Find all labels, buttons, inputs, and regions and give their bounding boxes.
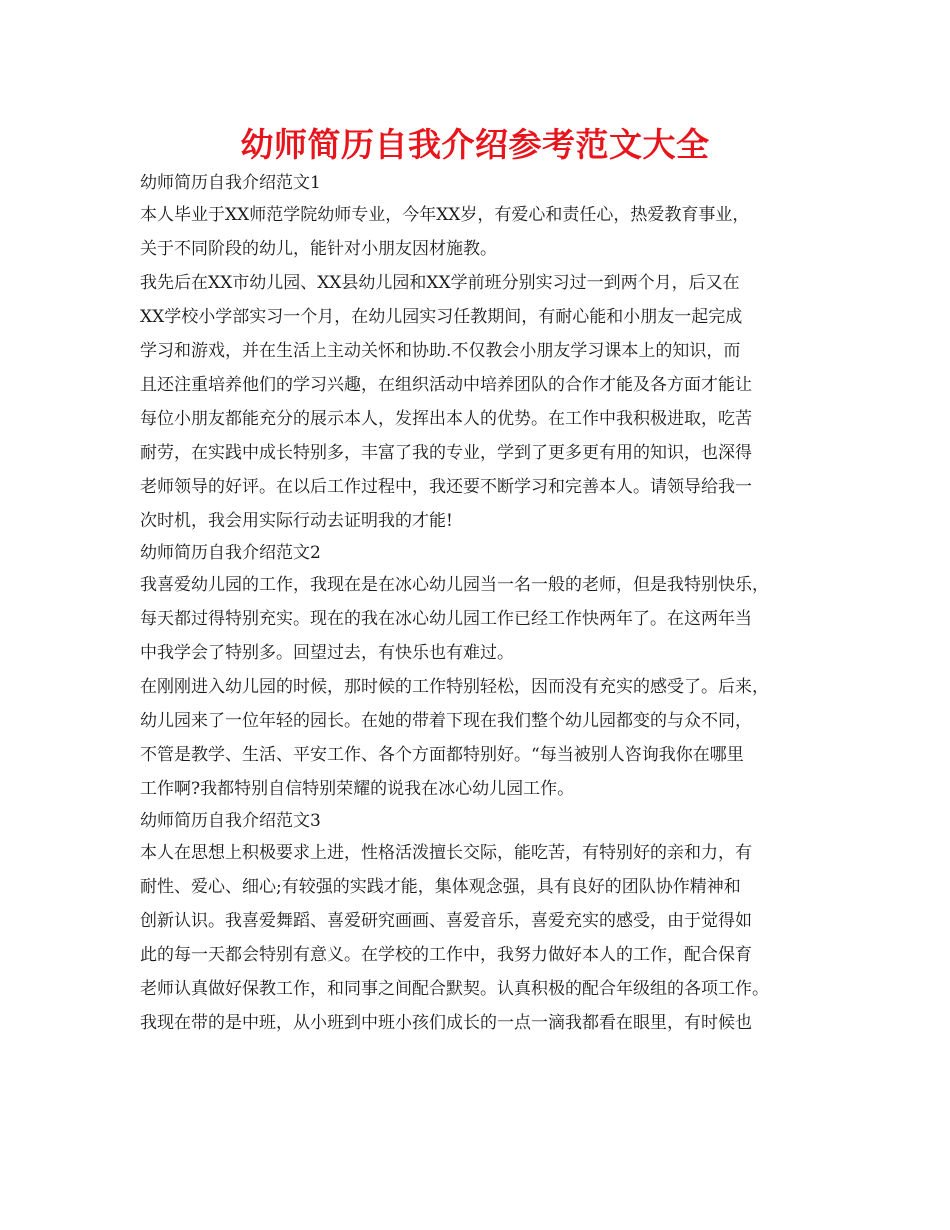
paragraph-line: 我先后在XX市幼儿园、XX县幼儿园和XX学前班分别实习过一到两个月，后又在 xyxy=(140,273,740,293)
section-heading: 幼师简历自我介绍范文1 xyxy=(140,173,321,193)
paragraph-line: 老师领导的好评。在以后工作过程中，我还要不断学习和完善本人。请领导给我一 xyxy=(140,477,752,497)
paragraph-line: 次时机，我会用实际行动去证明我的才能! xyxy=(140,511,453,531)
paragraph-line: 每位小朋友都能充分的展示本人，发挥出本人的优势。在工作中我积极进取，吃苦 xyxy=(140,409,752,429)
document-title: 幼师简历自我介绍参考范文大全 xyxy=(240,125,710,164)
paragraph-line: 每天都过得特别充实。现在的我在冰心幼儿园工作已经工作快两年了。在这两年当 xyxy=(140,609,752,629)
paragraph-line: 学习和游戏，并在生活上主动关怀和协助.不仅教会小朋友学习课本上的知识，而 xyxy=(140,341,741,361)
section-heading: 幼师简历自我介绍范文3 xyxy=(140,811,321,831)
paragraph-line: 创新认识。我喜爱舞蹈、喜爱研究画画、喜爱音乐，喜爱充实的感受，由于觉得如 xyxy=(140,911,752,931)
paragraph-line: XX学校小学部实习一个月，在幼儿园实习任教期间，有耐心能和小朋友一起完成 xyxy=(140,307,743,327)
paragraph-line: 我喜爱幼儿园的工作，我现在是在冰心幼儿园当一名一般的老师，但是我特别快乐， xyxy=(140,575,769,595)
paragraph-line: 工作啊?我都特别自信特别荣耀的说我在冰心幼儿园工作。 xyxy=(140,779,575,799)
paragraph-line: 且还注重培养他们的学习兴趣，在组织活动中培养团队的合作才能及各方面才能让 xyxy=(140,375,752,395)
paragraph-line: 本人毕业于XX师范学院幼师专业，今年XX岁，有爱心和责任心，热爱教育事业， xyxy=(140,205,750,225)
paragraph-line: 关于不同阶段的幼儿，能针对小朋友因材施教。 xyxy=(140,239,497,259)
paragraph-line: 幼儿园来了一位年轻的园长。在她的带着下现在我们整个幼儿园都变的与众不同， xyxy=(140,711,752,731)
document-body xyxy=(140,168,840,1040)
paragraph-line: 我现在带的是中班，从小班到中班小孩们成长的一点一滴我都看在眼里，有时候也 xyxy=(140,1013,752,1033)
section-heading: 幼师简历自我介绍范文2 xyxy=(140,543,321,563)
paragraph-line: 耐性、爱心、细心;有较强的实践才能，集体观念强，具有良好的团队协作精神和 xyxy=(140,877,741,897)
paragraph-line: 中我学会了特别多。回望过去，有快乐也有难过。 xyxy=(140,643,514,663)
paragraph-line: 耐劳，在实践中成长特别多，丰富了我的专业，学到了更多更有用的知识，也深得 xyxy=(140,443,752,463)
paragraph-line: 不管是教学、生活、平安工作、各个方面都特别好。“每当被别人咨询我你在哪里 xyxy=(140,745,744,765)
paragraph-line: 老师认真做好保教工作，和同事之间配合默契。认真积极的配合年级组的各项工作。 xyxy=(140,979,769,999)
paragraph-line: 在刚刚进入幼儿园的时候，那时候的工作特别轻松，因而没有充实的感受了。后来， xyxy=(140,677,769,697)
paragraph-line: 此的每一天都会特别有意义。在学校的工作中，我努力做好本人的工作，配合保育 xyxy=(140,945,752,965)
paragraph-line: 本人在思想上积极要求上进，性格活泼擅长交际，能吃苦，有特别好的亲和力，有 xyxy=(140,843,752,863)
